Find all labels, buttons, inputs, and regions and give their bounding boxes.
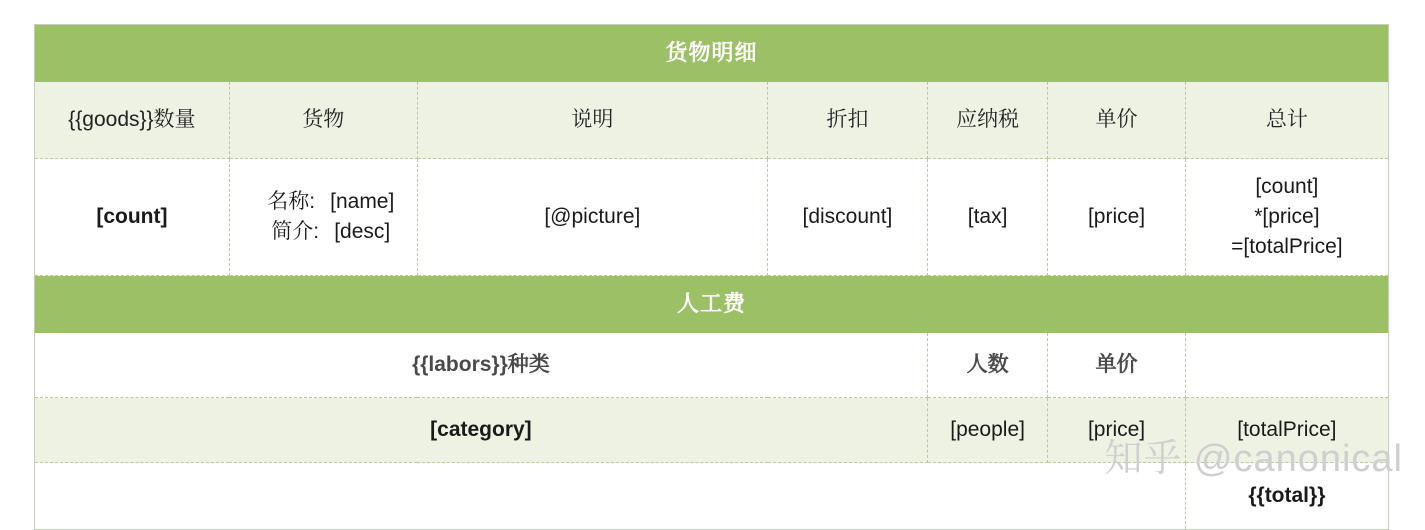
cell-unit-price: [price] bbox=[1048, 159, 1185, 276]
invoice-table-container bbox=[34, 24, 1389, 530]
column-header-description: 说明 bbox=[417, 82, 767, 159]
grand-total-value: {{total}} bbox=[1185, 463, 1388, 530]
cell-labor-price: [price] bbox=[1048, 398, 1185, 463]
cell-tax: [tax] bbox=[927, 159, 1048, 276]
grand-total-row bbox=[35, 463, 1389, 530]
column-header-people: 人数 bbox=[927, 333, 1048, 398]
watermark-text: 知乎 @canonical bbox=[1104, 438, 1403, 480]
goods-desc-value: [desc] bbox=[334, 220, 391, 243]
invoice-table bbox=[34, 24, 1389, 530]
labor-section-band-row bbox=[35, 276, 1389, 333]
cell-goods-info bbox=[229, 159, 417, 276]
column-header-total: 总计 bbox=[1185, 82, 1388, 159]
column-header-goods: 货物 bbox=[229, 82, 417, 159]
column-header-labor-unit-price: 单价 bbox=[1048, 333, 1185, 398]
goods-name-value: [name] bbox=[330, 190, 395, 214]
cell-total-expression bbox=[1185, 159, 1388, 276]
column-header-labor-category: {{labors}}种类 bbox=[35, 333, 928, 398]
cell-labor-total-price: [totalPrice] bbox=[1185, 398, 1388, 463]
cell-discount: [discount] bbox=[768, 159, 928, 276]
goods-data-row bbox=[35, 159, 1389, 276]
goods-section-band-row bbox=[35, 25, 1389, 82]
cell-labor-category: [category] bbox=[35, 398, 928, 463]
cell-picture-placeholder: [@picture] bbox=[417, 159, 767, 276]
column-header-tax: 应纳税 bbox=[927, 82, 1048, 159]
goods-desc-line bbox=[238, 217, 409, 247]
column-header-quantity: {{goods}}数量 bbox=[35, 82, 230, 159]
cell-count: [count] bbox=[35, 159, 230, 276]
total-line-3: =[totalPrice] bbox=[1231, 234, 1343, 258]
column-header-labor-total bbox=[1185, 333, 1388, 398]
labor-header-row bbox=[35, 333, 1389, 398]
labor-section-title: 人工费 bbox=[35, 276, 1389, 333]
goods-section-title: 货物明细 bbox=[35, 25, 1389, 82]
cell-labor-people: [people] bbox=[927, 398, 1048, 463]
goods-desc-label: 简介: bbox=[271, 220, 320, 243]
grand-total-label bbox=[35, 463, 1186, 530]
labor-data-row bbox=[35, 398, 1389, 463]
column-header-unit-price: 单价 bbox=[1048, 82, 1185, 159]
total-line-2: *[price] bbox=[1254, 205, 1320, 229]
goods-header-row bbox=[35, 82, 1389, 159]
column-header-discount: 折扣 bbox=[768, 82, 928, 159]
total-line-1: [count] bbox=[1255, 175, 1319, 199]
goods-name-line bbox=[238, 187, 409, 217]
goods-name-label: 名称: bbox=[267, 190, 316, 214]
